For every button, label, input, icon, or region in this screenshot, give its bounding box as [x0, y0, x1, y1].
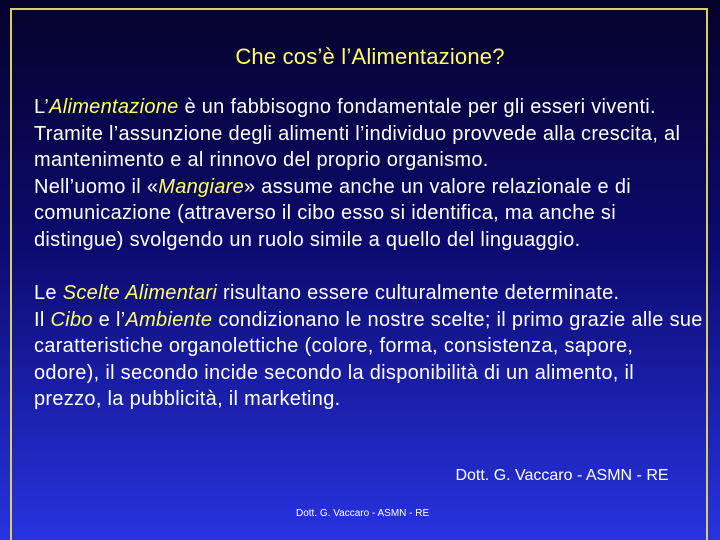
footer-author-small: Dott. G. Vaccaro - ASMN - RE	[296, 508, 430, 519]
keyword-cibo: Cibo	[50, 308, 93, 331]
text-run: L’	[34, 96, 50, 118]
text-run: » assume anche un valore relazionale e di comunicazione (attraverso il cibo esso si identifica, ma anche si distingue) svolgendo un ruolo simile a quello del linguaggio.	[34, 175, 632, 251]
paragraph-spacer	[34, 253, 704, 280]
paragraph-cibo-ambiente	[34, 307, 704, 413]
text-run: e l’	[92, 308, 126, 331]
paragraph-scelte	[34, 280, 704, 307]
text-run: è un fabbisogno fondamentale per gli esseri viventi. Tramite l’assunzione degli alimenti l’individuo provvede alla crescita, al mantenimento e al rinnovo del proprio organismo.	[34, 96, 681, 171]
slide-body	[34, 94, 704, 413]
text-run: Le	[34, 282, 63, 304]
text-run: Il	[34, 308, 51, 331]
paragraph-mangiare	[34, 174, 704, 254]
text-run: condizionano le nostre scelte; il primo grazie alle sue caratteristiche organolettiche (colore, forma, consistenza, sapore, odore), il secondo incide secondo la disponibilità di un alimento, il prezzo, la pubblicità, il marketing.	[34, 308, 703, 410]
paragraph-alimentazione	[34, 94, 704, 174]
keyword-ambiente: Ambiente	[125, 308, 213, 331]
keyword-alimentazione: Alimentazione	[49, 96, 179, 118]
text-run: Nell’uomo il «	[34, 175, 159, 198]
text-run: risultano essere culturalmente determinate.	[217, 282, 620, 304]
footer-author: Dott. G. Vaccaro - ASMN - RE	[455, 467, 669, 484]
slide-title: Che cos’è l’Alimentazione?	[235, 44, 505, 69]
keyword-mangiare: Mangiare	[158, 175, 245, 198]
keyword-scelte-alimentari: Scelte Alimentari	[62, 282, 218, 304]
